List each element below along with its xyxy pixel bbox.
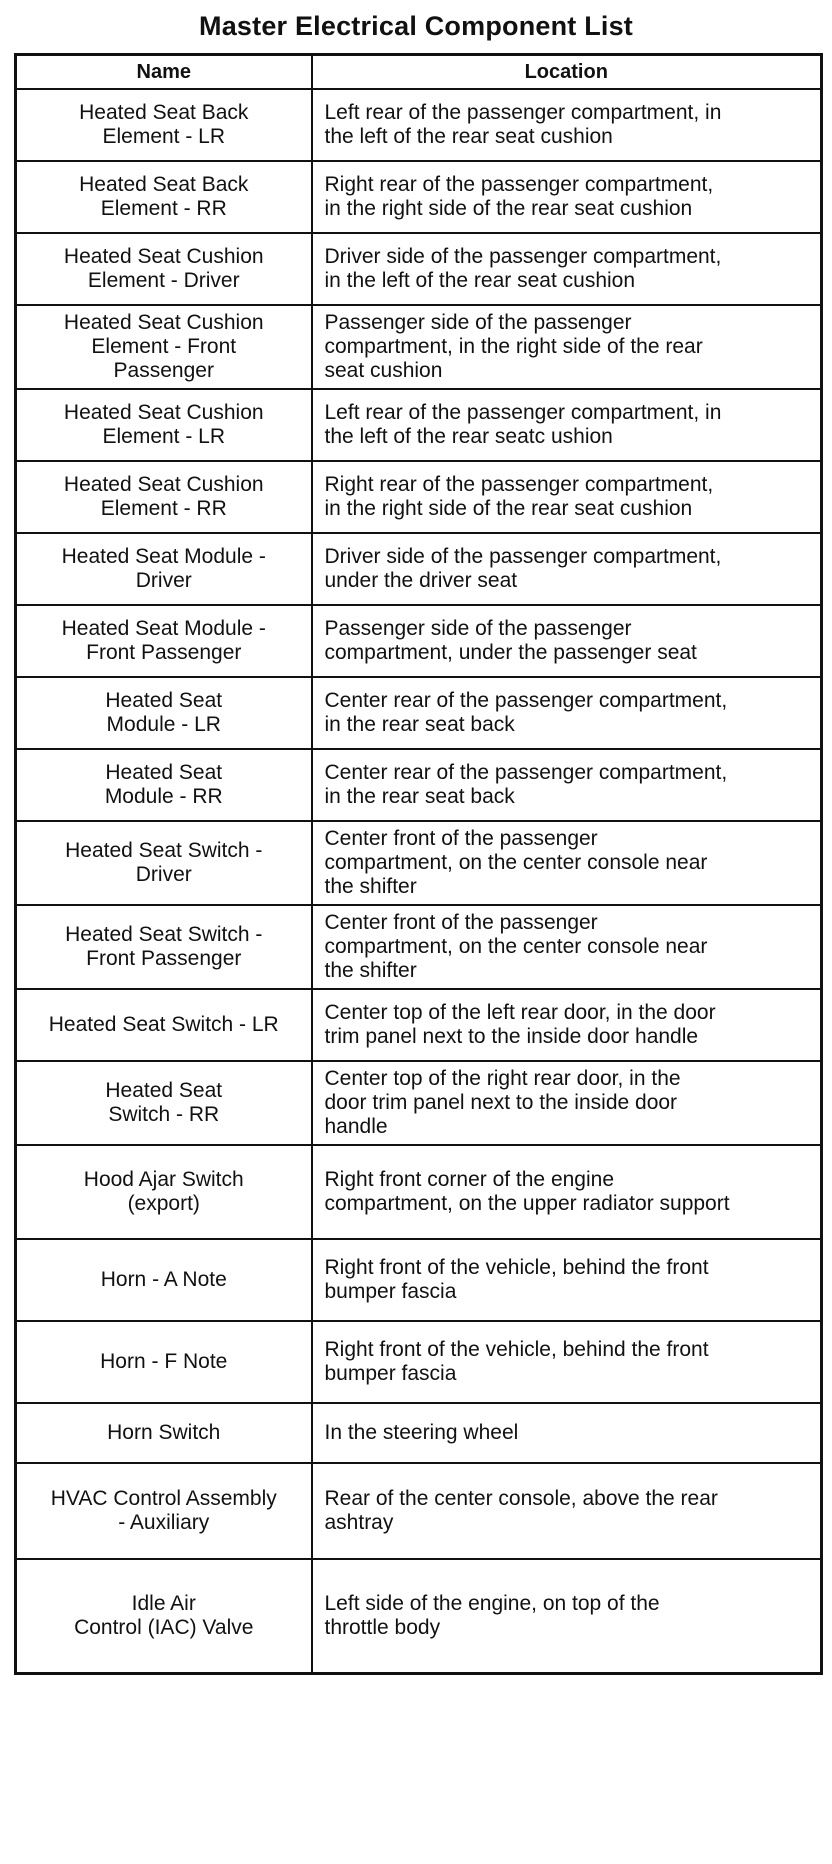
table-row bbox=[16, 1321, 822, 1403]
component-name: Heated Seat Module - RR bbox=[16, 749, 312, 821]
table-row bbox=[16, 533, 822, 605]
component-name: Hood Ajar Switch (export) bbox=[16, 1145, 312, 1239]
table-row bbox=[16, 905, 822, 989]
table-row bbox=[16, 605, 822, 677]
table-row bbox=[16, 1463, 822, 1559]
component-name: Heated Seat Switch - Front Passenger bbox=[16, 905, 312, 989]
component-name: Heated Seat Back Element - LR bbox=[16, 89, 312, 161]
component-name: Heated Seat Switch - Driver bbox=[16, 821, 312, 905]
table-row bbox=[16, 1239, 822, 1321]
component-location: Left side of the engine, on top of the throttle body bbox=[312, 1559, 822, 1673]
component-name: Heated Seat Switch - LR bbox=[16, 989, 312, 1061]
component-location: Center top of the right rear door, in the door trim panel next to the inside door handle bbox=[312, 1061, 822, 1145]
header-row bbox=[16, 55, 822, 90]
table-row bbox=[16, 233, 822, 305]
component-name: HVAC Control Assembly - Auxiliary bbox=[16, 1463, 312, 1559]
table-row bbox=[16, 89, 822, 161]
component-name: Heated Seat Module - LR bbox=[16, 677, 312, 749]
table-row bbox=[16, 161, 822, 233]
component-name: Heated Seat Back Element - RR bbox=[16, 161, 312, 233]
component-name: Heated Seat Cushion Element - Front Passenger bbox=[16, 305, 312, 389]
name-column-header: Name bbox=[16, 55, 312, 90]
component-location: Center rear of the passenger compartment, in the rear seat back bbox=[312, 749, 822, 821]
component-name: Horn Switch bbox=[16, 1403, 312, 1463]
component-location: Right rear of the passenger compartment, in the right side of the rear seat cushion bbox=[312, 161, 822, 233]
page-title: Master Electrical Component List bbox=[199, 11, 633, 41]
component-name: Heated Seat Cushion Element - RR bbox=[16, 461, 312, 533]
component-location: Right front of the vehicle, behind the front bumper fascia bbox=[312, 1239, 822, 1321]
table-row bbox=[16, 749, 822, 821]
table-row bbox=[16, 677, 822, 749]
table-row bbox=[16, 461, 822, 533]
component-location: Left rear of the passenger compartment, in the left of the rear seat cushion bbox=[312, 89, 822, 161]
component-location: Right front of the vehicle, behind the front bumper fascia bbox=[312, 1321, 822, 1403]
location-column-header: Location bbox=[312, 55, 822, 90]
component-location: Driver side of the passenger compartment, under the driver seat bbox=[312, 533, 822, 605]
component-location: Right rear of the passenger compartment, in the right side of the rear seat cushion bbox=[312, 461, 822, 533]
table-row bbox=[16, 389, 822, 461]
component-location: Center front of the passenger compartment, on the center console near the shifter bbox=[312, 821, 822, 905]
component-name: Heated Seat Cushion Element - Driver bbox=[16, 233, 312, 305]
component-name: Heated Seat Module - Front Passenger bbox=[16, 605, 312, 677]
component-name: Horn - A Note bbox=[16, 1239, 312, 1321]
component-name: Heated Seat Module - Driver bbox=[16, 533, 312, 605]
component-location: Center rear of the passenger compartment, in the rear seat back bbox=[312, 677, 822, 749]
component-location: Right front corner of the engine compartment, on the upper radiator support bbox=[312, 1145, 822, 1239]
component-location: In the steering wheel bbox=[312, 1403, 822, 1463]
component-name: Heated Seat Cushion Element - LR bbox=[16, 389, 312, 461]
table-row bbox=[16, 821, 822, 905]
component-location: Passenger side of the passenger compartment, in the right side of the rear seat cushion bbox=[312, 305, 822, 389]
table-row bbox=[16, 1061, 822, 1145]
component-location: Passenger side of the passenger compartment, under the passenger seat bbox=[312, 605, 822, 677]
component-name: Horn - F Note bbox=[16, 1321, 312, 1403]
component-location: Rear of the center console, above the rear ashtray bbox=[312, 1463, 822, 1559]
component-table bbox=[14, 53, 823, 1675]
component-location: Left rear of the passenger compartment, in the left of the rear seatc ushion bbox=[312, 389, 822, 461]
table-row bbox=[16, 1403, 822, 1463]
table-row bbox=[16, 1559, 822, 1673]
component-name: Idle Air Control (IAC) Valve bbox=[16, 1559, 312, 1673]
component-location: Center top of the left rear door, in the door trim panel next to the inside door handle bbox=[312, 989, 822, 1061]
table-row bbox=[16, 305, 822, 389]
table-row bbox=[16, 1145, 822, 1239]
component-location: Center front of the passenger compartment, on the center console near the shifter bbox=[312, 905, 822, 989]
component-name: Heated Seat Switch - RR bbox=[16, 1061, 312, 1145]
table-row bbox=[16, 989, 822, 1061]
component-location: Driver side of the passenger compartment, in the left of the rear seat cushion bbox=[312, 233, 822, 305]
